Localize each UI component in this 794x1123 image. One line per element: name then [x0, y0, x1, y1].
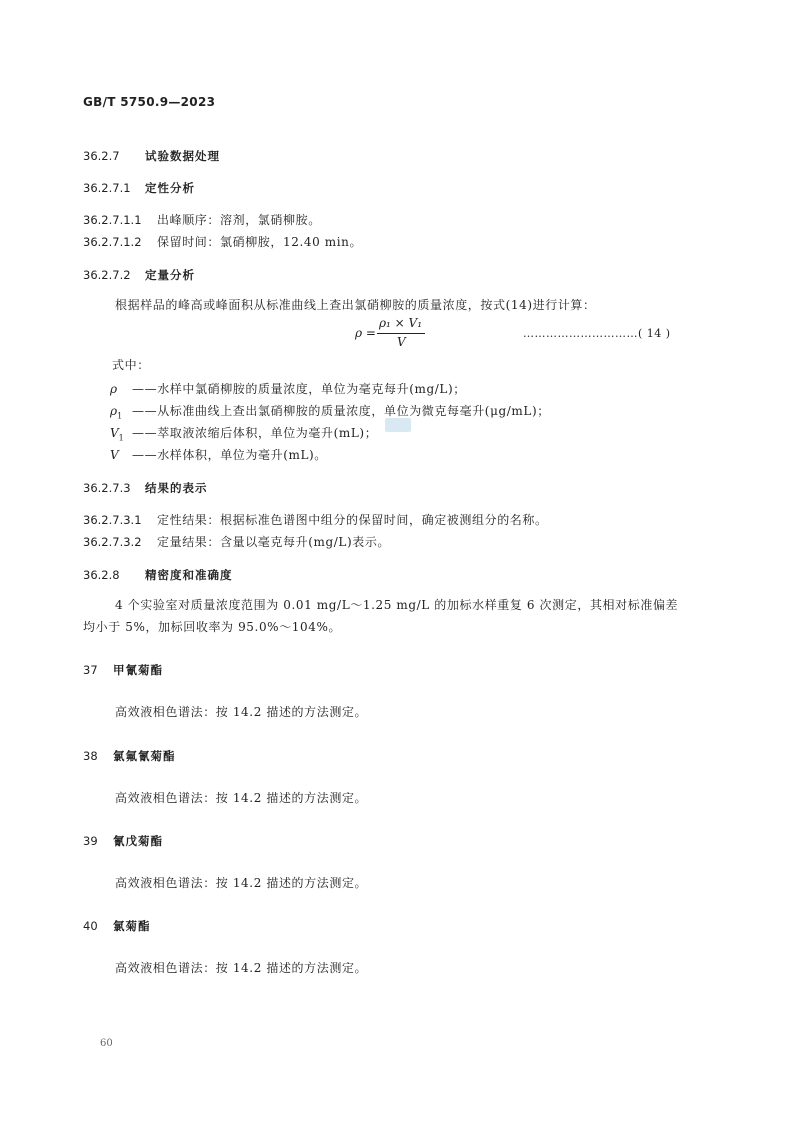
clause-text: 保留时间：氯硝柳胺，12.40 min。 — [157, 235, 363, 249]
chapter-number: 40 — [83, 919, 98, 933]
section-number: 36.2.7.3 — [83, 481, 131, 495]
clause-text: 定量结果：含量以毫克每升(mg/L)表示。 — [157, 535, 391, 549]
standard-id: GB/T 5750.9—2023 — [83, 95, 216, 109]
section-number: 36.2.8 — [83, 568, 120, 582]
variable-row — [110, 378, 466, 398]
leader-dots: ………………………… — [523, 327, 638, 340]
precision-line-1: 4 个实验室对质量浓度范围为 0.01 mg/L～1.25 mg/L 的加标水样重复 6 次测定，其相对标准偏差 — [115, 598, 679, 612]
section-number: 36.2.7.2 — [83, 268, 131, 282]
chapter-number: 39 — [83, 834, 98, 848]
chapter-title: 氯菊酯 — [113, 919, 151, 933]
chapter-body: 高效液相色谱法：按 14.2 描述的方法测定。 — [115, 791, 368, 805]
variable-symbol: $\rho_1$ — [110, 404, 123, 421]
formula-denominator: V — [397, 335, 406, 349]
clause-number: 36.2.7.1.2 — [83, 235, 142, 249]
section-title: 试验数据处理 — [145, 149, 220, 163]
fraction-bar — [377, 333, 425, 334]
section-heading-36-2-7-3 — [83, 477, 208, 496]
chapter-heading-38 — [83, 745, 176, 764]
section-heading-36-2-7-2 — [83, 264, 195, 283]
formula-number: ( 14 ) — [638, 327, 671, 340]
section-heading-36-2-7-1 — [83, 177, 195, 196]
watermark-stamp — [385, 418, 411, 432]
chapter-heading-39 — [83, 830, 163, 849]
clause-36-2-7-1-1 — [83, 209, 321, 228]
formula-intro: 根据样品的峰高或峰面积从标准曲线上查出氯硝柳胺的质量浓度，按式(14)进行计算： — [115, 298, 596, 312]
chapter-body: 高效液相色谱法：按 14.2 描述的方法测定。 — [115, 961, 368, 975]
section-heading-36-2-8 — [83, 564, 233, 583]
formula-lhs: ρ = — [355, 326, 376, 340]
variable-description: ——从标准曲线上查出氯硝柳胺的质量浓度，单位为微克每毫升(μg/mL)； — [132, 404, 550, 418]
section-title: 定性分析 — [145, 181, 195, 195]
chapter-title: 氰戊菊酯 — [113, 834, 163, 848]
variable-symbol: $V_1$ — [110, 426, 124, 443]
chapter-title: 氯氟氰菊酯 — [113, 749, 176, 763]
clause-number: 36.2.7.1.1 — [83, 213, 142, 227]
clause-36-2-7-3-1 — [83, 509, 548, 528]
variable-row — [110, 422, 377, 442]
variable-row — [110, 444, 327, 464]
variable-symbol: V — [110, 448, 119, 462]
variable-description: ——水样中氯硝柳胺的质量浓度，单位为毫克每升(mg/L)； — [132, 382, 466, 396]
variable-row — [110, 400, 550, 420]
variable-description: ——萃取液浓缩后体积，单位为毫升(mL)； — [132, 426, 378, 440]
section-title: 精密度和准确度 — [145, 568, 233, 582]
chapter-body: 高效液相色谱法：按 14.2 描述的方法测定。 — [115, 705, 368, 719]
variable-description: ——水样体积，单位为毫升(mL)。 — [132, 448, 327, 462]
chapter-heading-37 — [83, 659, 163, 678]
page-number: 60 — [100, 1038, 113, 1049]
clause-number: 36.2.7.3.1 — [83, 513, 142, 527]
clause-text: 定性结果：根据标准色谱图中组分的保留时间，确定被测组分的名称。 — [157, 513, 548, 527]
formula-numerator: ρ₁ × V₁ — [379, 316, 423, 330]
chapter-heading-40 — [83, 915, 151, 934]
section-heading-36-2-7 — [83, 145, 220, 164]
chapter-title: 甲氰菊酯 — [113, 663, 163, 677]
clause-36-2-7-3-2 — [83, 531, 390, 550]
section-title: 定量分析 — [145, 268, 195, 282]
chapter-number: 37 — [83, 663, 98, 677]
variable-symbol: ρ — [110, 382, 118, 396]
chapter-body: 高效液相色谱法：按 14.2 描述的方法测定。 — [115, 876, 368, 890]
precision-line-2: 均小于 5%，加标回收率为 95.0%～104%。 — [83, 620, 342, 634]
section-title: 结果的表示 — [145, 481, 208, 495]
where-label: 式中： — [112, 358, 150, 372]
section-number: 36.2.7.1 — [83, 181, 131, 195]
clause-text: 出峰顺序：溶剂，氯硝柳胺。 — [157, 213, 321, 227]
clause-number: 36.2.7.3.2 — [83, 535, 142, 549]
section-number: 36.2.7 — [83, 149, 120, 163]
formula-number-line — [523, 327, 671, 340]
chapter-number: 38 — [83, 749, 98, 763]
clause-36-2-7-1-2 — [83, 231, 362, 250]
